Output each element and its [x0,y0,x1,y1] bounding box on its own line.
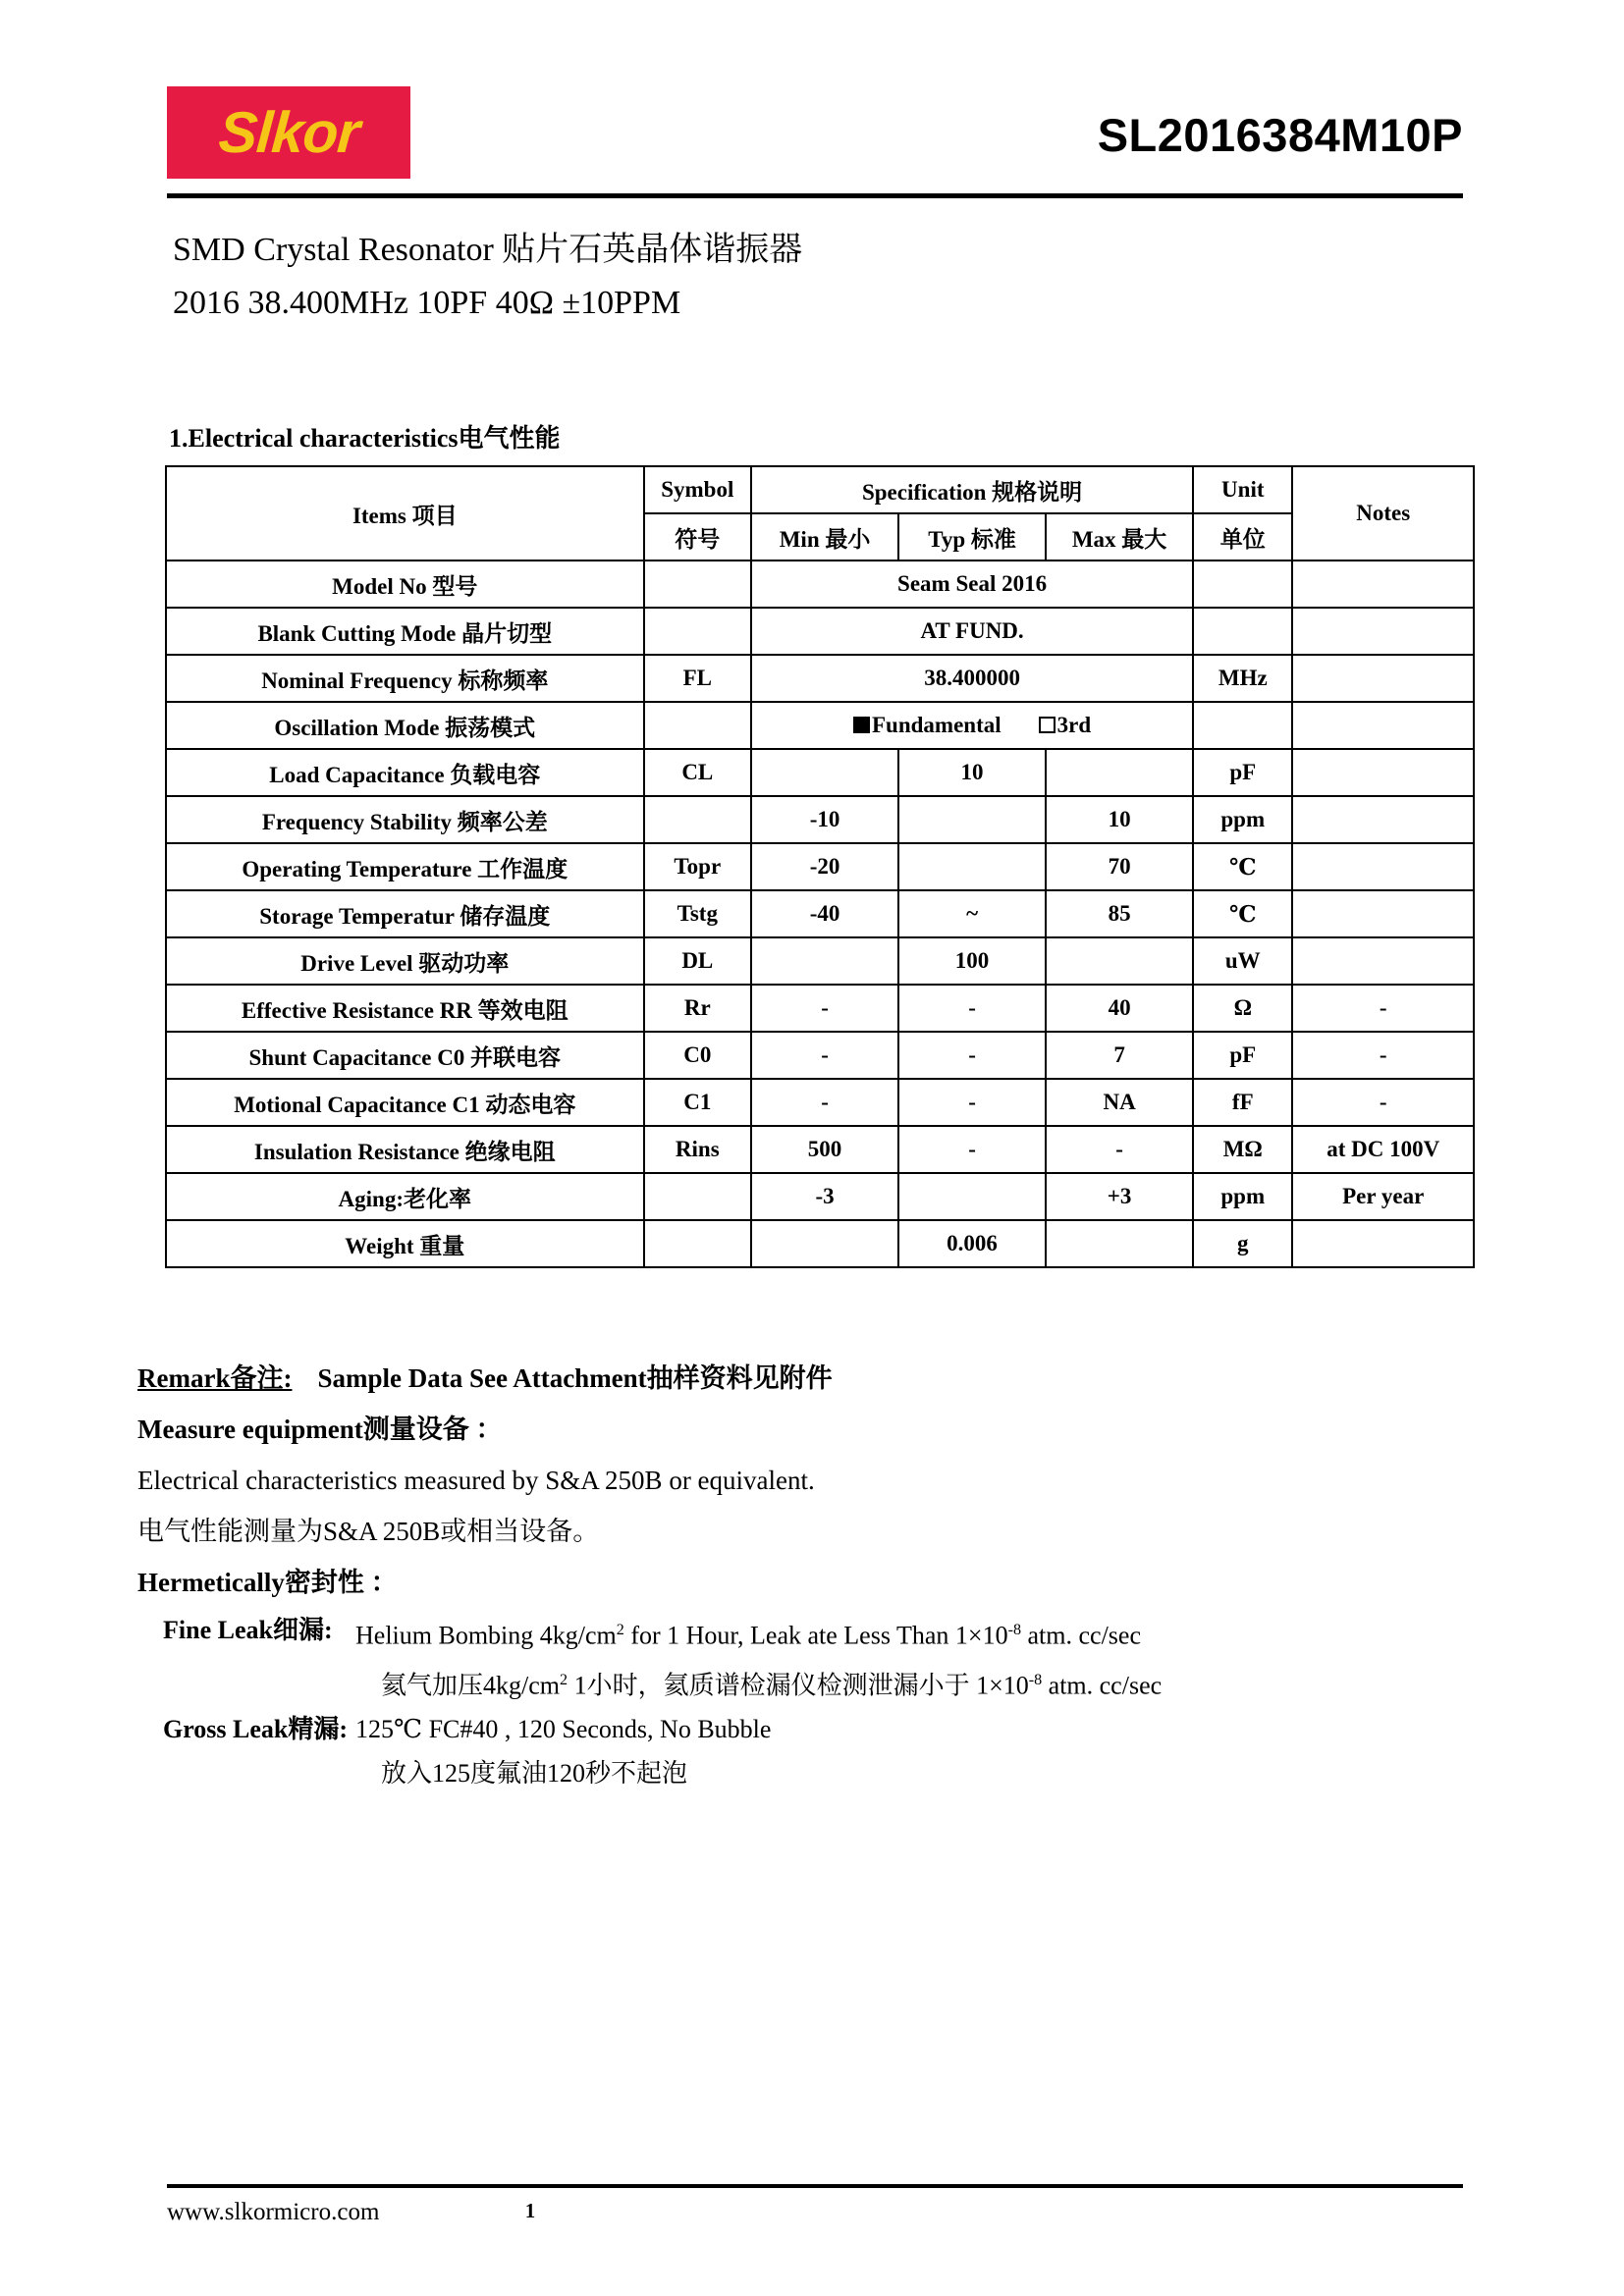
fine-leak-cn-a: 氦气加压4kg/cm [381,1671,560,1700]
cell-notes [1292,890,1474,937]
col-header-items: Items 项目 [166,466,644,561]
cell-unit: ℃ [1193,890,1292,937]
gross-leak-value-cn: 放入125度氟油120秒不起泡 [381,1759,688,1789]
cell-notes [1292,843,1474,890]
fine-leak-cn-e: atm. cc/sec [1042,1671,1163,1700]
cell-unit: Ω [1193,985,1292,1032]
footer-url: www.slkormicro.com [167,2199,380,2225]
part-number-title: SL2016384M10P [1097,109,1463,161]
cell-item: Motional Capacitance C1 动态电容 [166,1079,644,1126]
fine-leak-en-c: for 1 Hour, Leak ate Less Than 1×10 [623,1621,1008,1650]
cell-min: 500 [751,1126,898,1173]
table-row [166,1220,1474,1267]
cell-symbol [644,608,751,655]
footer-page-number: 1 [524,2199,536,2222]
col-header-specification: Specification 规格说明 [751,466,1193,513]
fine-leak-en-e: atm. cc/sec [1021,1621,1141,1650]
cell-typ: - [898,1032,1046,1079]
checkbox-empty-icon [1039,717,1056,733]
cell-min: -20 [751,843,898,890]
col-header-typ: Typ 标准 [898,513,1046,561]
table-row [166,890,1474,937]
table-row [166,749,1474,796]
oscillation-3rd-label: 3rd [1056,713,1092,737]
cell-unit: fF [1193,1079,1292,1126]
cell-item: Shunt Capacitance C0 并联电容 [166,1032,644,1079]
col-header-max: Max 最大 [1046,513,1193,561]
cell-unit [1193,702,1292,749]
col-header-min: Min 最小 [751,513,898,561]
cell-item: Frequency Stability 频率公差 [166,796,644,843]
table-row [166,608,1474,655]
fine-leak-label: Fine Leak细漏: [163,1616,333,1644]
cell-min: -3 [751,1173,898,1220]
cell-symbol: Tstg [644,890,751,937]
measure-equipment-label: Measure equipment测量设备 ： [137,1415,503,1444]
cell-item: Nominal Frequency 标称频率 [166,655,644,702]
cell-max: 7 [1046,1032,1193,1079]
cell-min: -10 [751,796,898,843]
cell-notes: - [1292,1032,1474,1079]
fine-leak-cn-c: 1小时，氦质谱检漏仪检测泄漏小于 1×10 [568,1671,1029,1700]
subtitle-line-1: SMD Crystal Resonator 贴片石英晶体谐振器 [173,232,803,268]
cell-item: Weight 重量 [166,1220,644,1267]
subtitle-line-2: 2016 38.400MHz 10PF 40Ω ±10PPM [173,285,681,321]
cell-min [751,749,898,796]
gross-leak-row-cn [137,1751,1473,1795]
cell-item: Drive Level 驱动功率 [166,937,644,985]
cell-symbol [644,796,751,843]
cell-typ [898,843,1046,890]
cell-unit: pF [1193,749,1292,796]
remark-text: Sample Data See Attachment抽样资料见附件 [317,1363,833,1393]
cell-symbol: C0 [644,1032,751,1079]
table-row [166,1126,1474,1173]
col-header-unit-cn: 单位 [1193,513,1292,561]
cell-max: 70 [1046,843,1193,890]
hermetically-label: Hermetically密封性 ： [137,1568,398,1597]
cell-unit: MHz [1193,655,1292,702]
cell-unit: g [1193,1220,1292,1267]
logo-text: Slkor [216,99,361,165]
table-row [166,843,1474,890]
cell-min: - [751,1032,898,1079]
measure-equipment-cn: 电气性能测量为S&A 250B或相当设备。 [137,1517,600,1546]
fine-leak-row-en [137,1608,1473,1658]
table-row [166,702,1474,749]
cell-max: 10 [1046,796,1193,843]
cell-min: - [751,985,898,1032]
cell-max: +3 [1046,1173,1193,1220]
product-subtitle [173,224,1400,330]
cell-typ: 10 [898,749,1046,796]
fine-leak-en-a: Helium Bombing 4kg/cm [355,1621,617,1650]
cell-typ [898,796,1046,843]
table-row [166,1079,1474,1126]
gross-leak-row-en [137,1707,1473,1751]
cell-item: Blank Cutting Mode 晶片切型 [166,608,644,655]
cell-unit [1193,561,1292,608]
oscillation-fundamental-label: Fundamental [871,713,1001,737]
cell-unit: MΩ [1193,1126,1292,1173]
table-row [166,937,1474,985]
cell-max: 85 [1046,890,1193,937]
cell-unit: pF [1193,1032,1292,1079]
footer-divider [167,2184,1463,2188]
cell-typ [898,1173,1046,1220]
remarks-section [137,1353,1473,1795]
cell-typ: 0.006 [898,1220,1046,1267]
remark-label: Remark备注: [137,1363,293,1393]
section-heading-electrical: 1.Electrical characteristics电气性能 [169,424,561,453]
table-row [166,1173,1474,1220]
page-header [167,86,1463,185]
cell-notes: Per year [1292,1173,1474,1220]
col-header-unit-en: Unit [1193,466,1292,513]
cell-unit: ℃ [1193,843,1292,890]
cell-symbol [644,702,751,749]
cell-max [1046,749,1193,796]
table-row [166,655,1474,702]
cell-notes: - [1292,985,1474,1032]
cell-spec-span: AT FUND. [751,608,1193,655]
col-header-notes: Notes [1292,466,1474,561]
cell-typ: 100 [898,937,1046,985]
fine-leak-row-cn [137,1658,1473,1708]
header-divider [167,193,1463,198]
cell-item: Effective Resistance RR 等效电阻 [166,985,644,1032]
cell-spec-span: 38.400000 [751,655,1193,702]
cell-max: 40 [1046,985,1193,1032]
cell-typ: - [898,1079,1046,1126]
cell-typ: - [898,1126,1046,1173]
cell-typ: ~ [898,890,1046,937]
checkbox-filled-icon [853,717,870,733]
cell-max: NA [1046,1079,1193,1126]
cell-unit [1193,608,1292,655]
cell-symbol: Rr [644,985,751,1032]
cell-symbol: Rins [644,1126,751,1173]
cell-min: -40 [751,890,898,937]
slkor-logo [167,86,410,179]
table-row [166,561,1474,608]
table-body [166,561,1474,1267]
cell-max [1046,1220,1193,1267]
table-header-row-1 [166,466,1474,513]
cell-symbol: CL [644,749,751,796]
fine-leak-cn-sup2: -8 [1028,1671,1043,1688]
fine-leak-en-sup1: 2 [616,1622,624,1638]
cell-notes [1292,749,1474,796]
cell-item: Aging:老化率 [166,1173,644,1220]
cell-item: Oscillation Mode 振荡模式 [166,702,644,749]
fine-leak-en-sup2: -8 [1007,1622,1021,1638]
cell-notes [1292,655,1474,702]
cell-notes [1292,702,1474,749]
electrical-characteristics-table [165,465,1475,1268]
cell-unit: ppm [1193,796,1292,843]
cell-item: Load Capacitance 负载电容 [166,749,644,796]
cell-item: Insulation Resistance 绝缘电阻 [166,1126,644,1173]
cell-symbol [644,1173,751,1220]
cell-notes [1292,1220,1474,1267]
col-header-symbol-cn: 符号 [644,513,751,561]
cell-item: Operating Temperature 工作温度 [166,843,644,890]
cell-notes [1292,796,1474,843]
cell-notes: - [1292,1079,1474,1126]
cell-notes [1292,608,1474,655]
cell-unit: ppm [1193,1173,1292,1220]
cell-symbol: FL [644,655,751,702]
fine-leak-value-en [355,1608,1473,1658]
gross-leak-label: Gross Leak精漏: [163,1715,349,1744]
table-row [166,985,1474,1032]
cell-notes: at DC 100V [1292,1126,1474,1173]
cell-notes [1292,561,1474,608]
page-footer [167,2199,1463,2238]
cell-spec-span: Seam Seal 2016 [751,561,1193,608]
cell-min [751,1220,898,1267]
cell-unit: uW [1193,937,1292,985]
col-header-symbol-en: Symbol [644,466,751,513]
fine-leak-cn-sup1: 2 [560,1671,568,1688]
table-row [166,796,1474,843]
cell-max: - [1046,1126,1193,1173]
cell-symbol: Topr [644,843,751,890]
cell-typ: - [898,985,1046,1032]
gross-leak-value-en: 125℃ FC#40 , 120 Seconds, No Bubble [355,1715,772,1744]
measure-equipment-en: Electrical characteristics measured by S&A 250B or equivalent. [137,1466,815,1495]
cell-symbol: C1 [644,1079,751,1126]
cell-item: Storage Temperatur 储存温度 [166,890,644,937]
fine-leak-value-cn [137,1658,1473,1708]
remark-line [137,1353,1473,1404]
cell-oscillation-mode [751,702,1193,749]
cell-item: Model No 型号 [166,561,644,608]
cell-min: - [751,1079,898,1126]
cell-notes [1292,937,1474,985]
cell-symbol: DL [644,937,751,985]
cell-min [751,937,898,985]
cell-symbol [644,561,751,608]
cell-max [1046,937,1193,985]
cell-symbol [644,1220,751,1267]
table-row [166,1032,1474,1079]
